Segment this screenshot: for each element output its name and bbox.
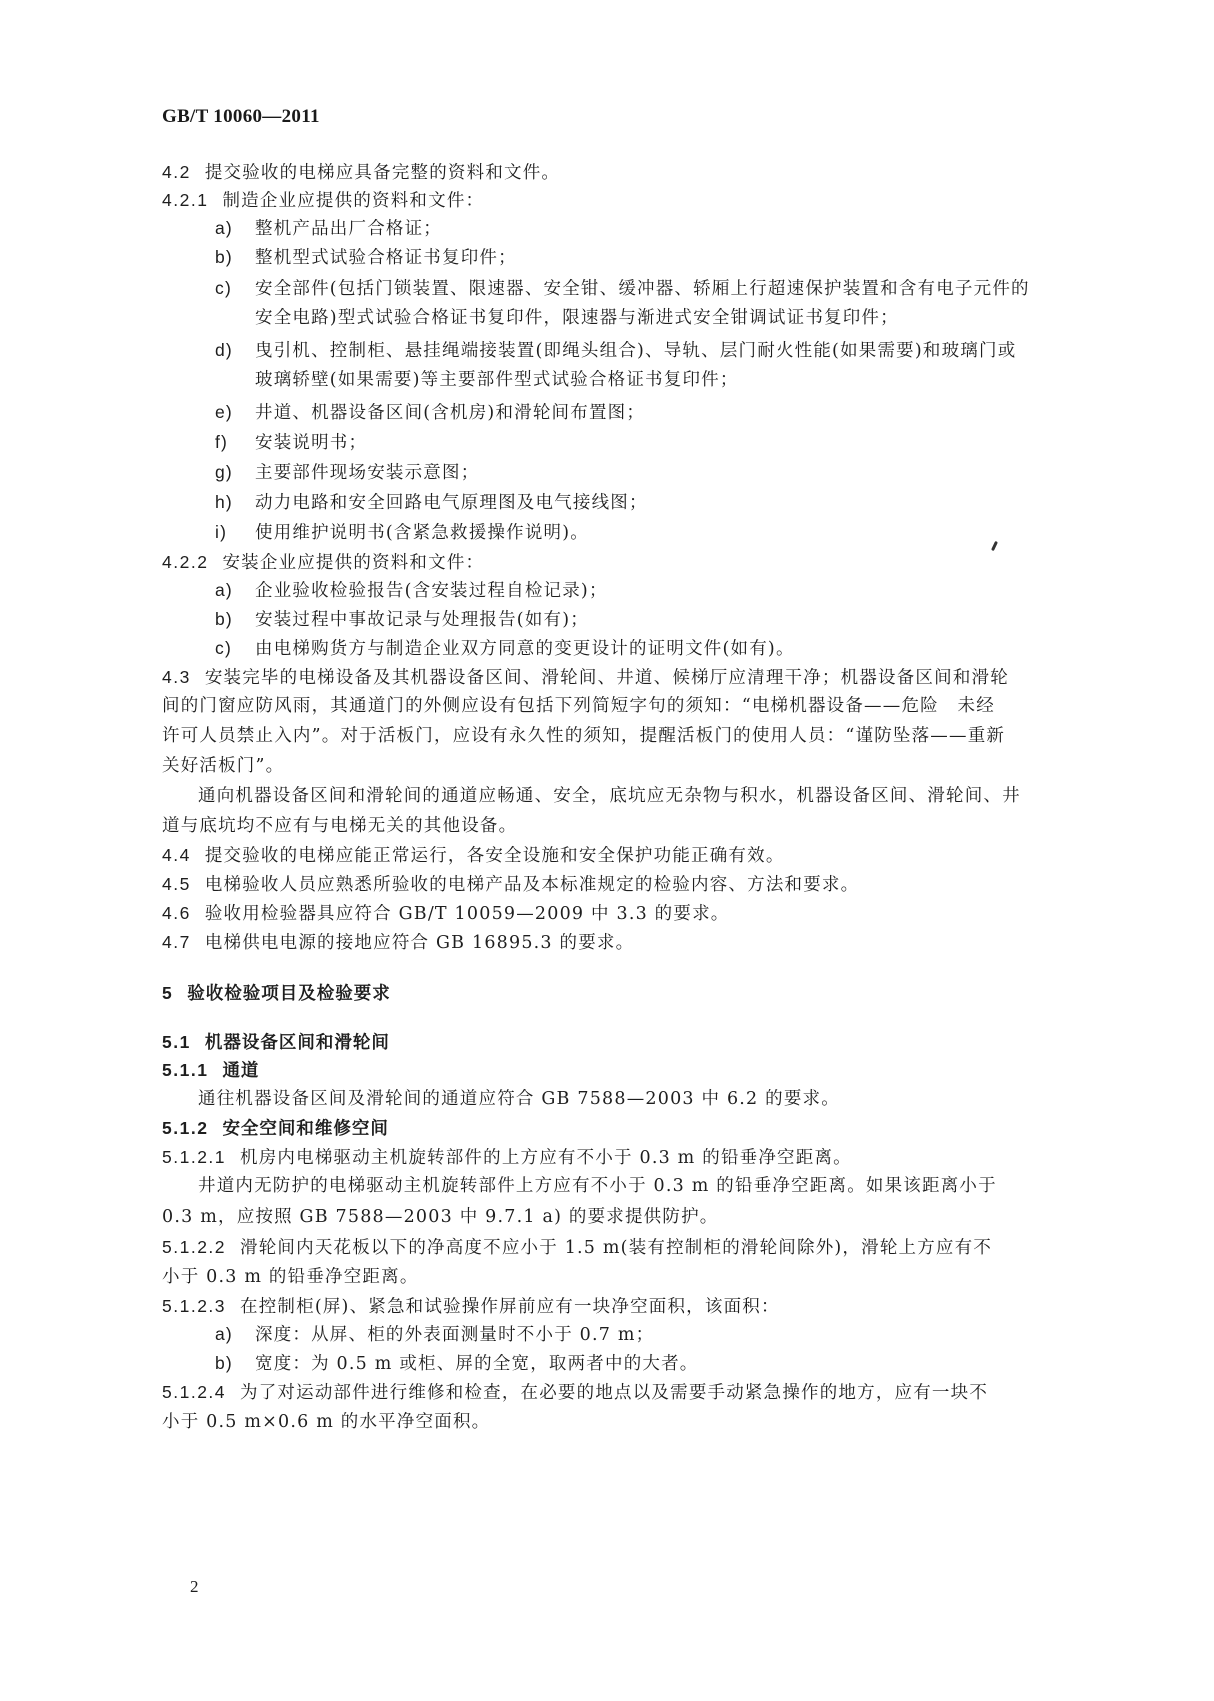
paragraph-line: 间的门窗应防风雨，其通道门的外侧应设有包括下列简短字句的须知：“电梯机器设备——危险 未经	[162, 696, 995, 716]
clause-5-1-2-3: 5.1.2.3 在控制柜(屏)、紧急和试验操作屏前应有一块净空面积，该面积：	[162, 1296, 780, 1317]
list-item: a) 企业验收检验报告(含安装过程自检记录)；	[215, 580, 608, 601]
list-item: b) 整机型式试验合格证书复印件；	[215, 247, 517, 268]
clause-4-2-2: 4.2.2 安装企业应提供的资料和文件：	[162, 552, 485, 573]
paragraph-line: 许可人员禁止入内”。对于活板门，应设有永久性的须知，提醒活板门的使用人员：“谨防坠落——重新	[162, 726, 1006, 746]
list-item: h) 动力电路和安全回路电气原理图及电气接线图；	[215, 492, 648, 513]
clause-5-1-heading: 5.1 机器设备区间和滑轮间	[162, 1032, 390, 1053]
clause-5-1-2-2: 5.1.2.2 滑轮间内天花板以下的净高度不应小于 1.5 m(装有控制柜的滑轮间除外)，滑轮上方应有不	[162, 1237, 993, 1258]
paragraph-line: 井道内无防护的电梯驱动主机旋转部件上方应有不小于 0.3 m 的铅垂净空距离。如果该距离小于	[198, 1176, 997, 1196]
clause-4-2: 4.2 提交验收的电梯应具备完整的资料和文件。	[162, 162, 561, 183]
list-item-continuation: 安全电路)型式试验合格证书复印件，限速器与渐进式安全钳调试证书复印件；	[255, 308, 899, 328]
paragraph-line: 通往机器设备区间及滑轮间的通道应符合 GB 7588—2003 中 6.2 的要求。	[198, 1089, 840, 1109]
paragraph-line: 通向机器设备区间和滑轮间的通道应畅通、安全，底坑应无杂物与积水，机器设备区间、滑轮间、井	[198, 786, 1021, 806]
list-item: b) 安装过程中事故记录与处理报告(如有)；	[215, 609, 589, 630]
paragraph-line: 0.3 m，应按照 GB 7588—2003 中 9.7.1 a) 的要求提供防护。	[162, 1207, 719, 1227]
clause-5-1-2-1: 5.1.2.1 机房内电梯驱动主机旋转部件的上方应有不小于 0.3 m 的铅垂净空距离。	[162, 1147, 852, 1168]
paragraph-line: 关好活板门”。	[162, 756, 285, 776]
list-item: e) 井道、机器设备区间(含机房)和滑轮间布置图；	[215, 402, 646, 423]
page-number: 2	[190, 1577, 199, 1596]
list-item: d) 曳引机、控制柜、悬挂绳端接装置(即绳头组合)、导轨、层门耐火性能(如果需要)和玻璃门或	[215, 340, 1017, 361]
clause-4-5: 4.5 电梯验收人员应熟悉所验收的电梯产品及本标准规定的检验内容、方法和要求。	[162, 874, 860, 895]
clause-4-7: 4.7 电梯供电电源的接地应符合 GB 16895.3 的要求。	[162, 932, 635, 953]
list-item-continuation: 玻璃轿壁(如果需要)等主要部件型式试验合格证书复印件；	[255, 370, 739, 390]
list-item: g) 主要部件现场安装示意图；	[215, 462, 480, 483]
clause-4-2-1: 4.2.1 制造企业应提供的资料和文件：	[162, 190, 485, 211]
clause-5-1-2-4: 5.1.2.4 为了对运动部件进行维修和检查，在必要的地点以及需要手动紧急操作的地方，应有一块不	[162, 1382, 989, 1403]
clause-4-4: 4.4 提交验收的电梯应能正常运行，各安全设施和安全保护功能正确有效。	[162, 845, 785, 866]
paragraph-line: 小于 0.5 m×0.6 m 的水平净空面积。	[162, 1412, 491, 1432]
standard-code-header	[162, 106, 320, 128]
list-item: b) 宽度：为 0.5 m 或柜、屏的全宽，取两者中的大者。	[215, 1353, 699, 1374]
paragraph-line: 小于 0.3 m 的铅垂净空距离。	[162, 1267, 419, 1287]
paragraph-line: 道与底坑均不应有与电梯无关的其他设备。	[162, 816, 518, 836]
clause-5-1-1-heading: 5.1.1 通道	[162, 1060, 260, 1081]
clause-4-6: 4.6 验收用检验器具应符合 GB/T 10059—2009 中 3.3 的要求。	[162, 903, 730, 924]
list-item: c) 安全部件(包括门锁装置、限速器、安全钳、缓冲器、轿厢上行超速保护装置和含有电子元件的	[215, 278, 1030, 299]
clause-5-1-2-heading: 5.1.2 安全空间和维修空间	[162, 1118, 389, 1139]
list-item: i) 使用维护说明书(含紧急救援操作说明)。	[215, 522, 589, 543]
section-5-heading: 5 验收检验项目及检验要求	[162, 983, 391, 1004]
list-item: a) 深度：从屏、柜的外表面测量时不小于 0.7 m；	[215, 1324, 655, 1345]
list-item: a) 整机产品出厂合格证；	[215, 218, 442, 239]
standard-code: GB/T 10060—2011	[162, 106, 320, 127]
list-item: c) 由电梯购货方与制造企业双方同意的变更设计的证明文件(如有)。	[215, 638, 795, 659]
scan-speck	[991, 541, 998, 551]
clause-4-3: 4.3 安装完毕的电梯设备及其机器设备区间、滑轮间、井道、候梯厅应清理干净；机器设备区间和滑轮	[162, 667, 1009, 688]
list-item: f) 安装说明书；	[215, 432, 368, 453]
